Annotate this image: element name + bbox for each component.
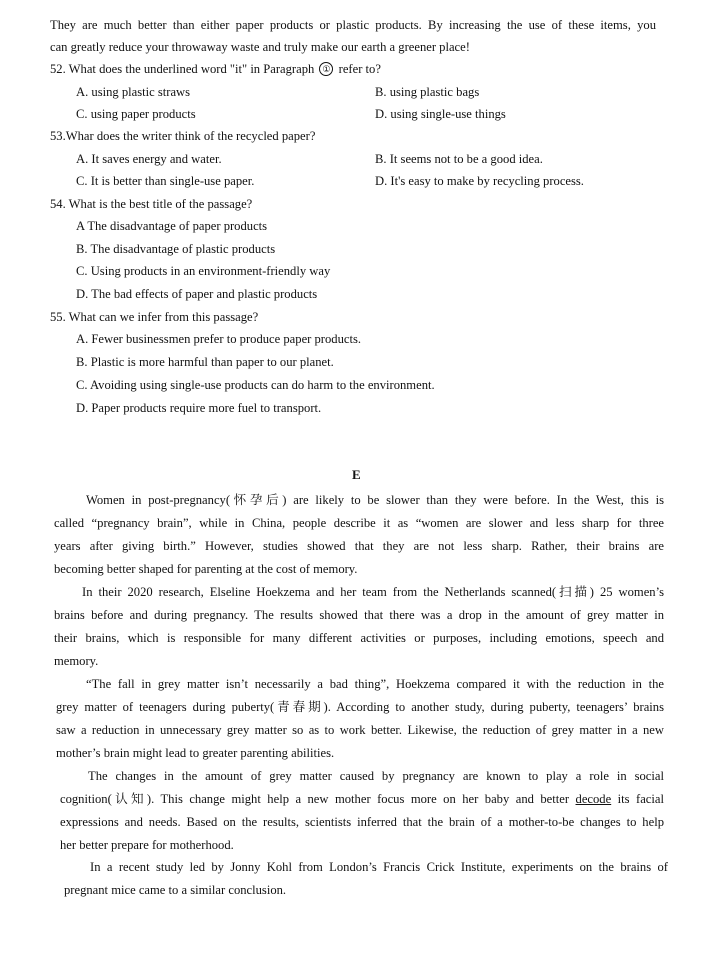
paragraph-2-line-2: brains before and during pregnancy. The results showed that there was a drop in the amount of grey matter in — [54, 608, 664, 622]
question-55-option-d: D. Paper products require more fuel to transport. — [76, 401, 322, 415]
question-54-stem: 54. What is the best title of the passage? — [50, 197, 253, 211]
question-52-stem-end: refer to? — [338, 62, 381, 76]
question-54-option-b: B. The disadvantage of plastic products — [76, 242, 276, 256]
paragraph-2-line-1: In their 2020 research, Elseline Hoekzema and her team from the Netherlands scanned(扫描) 25 women’s — [82, 585, 664, 599]
question-52-option-d: D. using single-use things — [375, 107, 506, 121]
paragraph-1-line-1: Women in post-pregnancy(怀孕后) are likely to be slower than they were before. In the West, this is — [86, 493, 664, 507]
paragraph-3-line-3: saw a reduction in unnecessary grey matter so as to work better. Likewise, the reduction of grey matter in a new — [56, 723, 664, 737]
question-55-stem: 55. What can we infer from this passage? — [50, 310, 259, 324]
question-52-option-c: C. using paper products — [76, 107, 196, 121]
question-55-option-b: B. Plastic is more harmful than paper to our planet. — [76, 355, 334, 369]
question-53-option-d: D. It's easy to make by recycling process. — [375, 174, 584, 188]
question-52-option-a: A. using plastic straws — [76, 85, 191, 99]
paragraph-2-line-3: their brains, which is responsible for many different activities or purposes, including emotions, speech and — [54, 631, 664, 645]
question-54-option-c: C. Using products in an environment-friendly way — [76, 264, 331, 278]
question-53-option-a: A. It saves energy and water. — [76, 152, 222, 166]
paragraph-4-line-2 — [60, 788, 664, 811]
question-54-option-d: D. The bad effects of paper and plastic products — [76, 287, 318, 301]
paragraph-1-line-2: called “pregnancy brain”, while in China, people describe it as “women are slower and less sharp for three — [54, 516, 664, 530]
question-52-option-b: B. using plastic bags — [375, 85, 480, 99]
paragraph-1-line-3: years after giving birth.” However, studies showed that they are not less sharp. Rather, their brains are — [54, 539, 664, 553]
intro-line-2: can greatly reduce your throwaway waste and truly make our earth a greener place! — [50, 40, 470, 54]
paragraph-1-line-4: becoming better shaped for parenting at the cost of memory. — [54, 562, 358, 576]
paragraph-4-line-2-start: cognition(认知). This change might help a new mother focus more on her baby and better — [60, 792, 570, 806]
question-55-option-a: A. Fewer businessmen prefer to produce paper products. — [76, 332, 362, 346]
question-53-option-b: B. It seems not to be a good idea. — [375, 152, 543, 166]
question-52-stem-text: 52. What does the underlined word "it" in Paragraph — [50, 62, 315, 76]
question-53-option-c: C. It is better than single-use paper. — [76, 174, 255, 188]
paragraph-4-line-3: expressions and needs. Based on the results, scientists inferred that the brain of a mother-to-be changes to help — [60, 815, 664, 829]
circled-number-1: ① — [319, 62, 333, 76]
underlined-word-decode: decode — [575, 792, 612, 806]
paragraph-5-line-2: pregnant mice came to a similar conclusion. — [64, 883, 287, 897]
question-55-option-c: C. Avoiding using single-use products can do harm to the environment. — [76, 378, 435, 392]
paragraph-4-line-1: The changes in the amount of grey matter caused by pregnancy are known to play a role in social — [88, 769, 664, 783]
intro-line-1: They are much better than either paper products or plastic products. By increasing the use of these items, you — [50, 18, 656, 32]
paragraph-3-line-2: grey matter of teenagers during puberty(青春期). According to another study, during puberty, teenagers’ brains — [56, 700, 664, 714]
paragraph-4-line-2-end: its facial — [617, 792, 664, 806]
paragraph-3-line-1: “The fall in grey matter isn’t necessarily a bad thing”, Hoekzema compared it with the reduction in the — [86, 677, 664, 691]
question-53-stem: 53.Whar does the writer think of the recycled paper? — [50, 129, 316, 143]
paragraph-2-line-4: memory. — [54, 654, 99, 668]
question-52-stem — [50, 58, 381, 81]
paragraph-3-line-4: mother’s brain might lead to greater parenting abilities. — [56, 746, 335, 760]
paragraph-5-line-1: In a recent study led by Jonny Kohl from London’s Francis Crick Institute, experiments on the brains of — [90, 860, 668, 874]
passage-e-title: E — [352, 467, 361, 482]
paragraph-4-line-4: her better prepare for motherhood. — [60, 838, 234, 852]
question-54-option-a: A The disadvantage of paper products — [76, 219, 268, 233]
